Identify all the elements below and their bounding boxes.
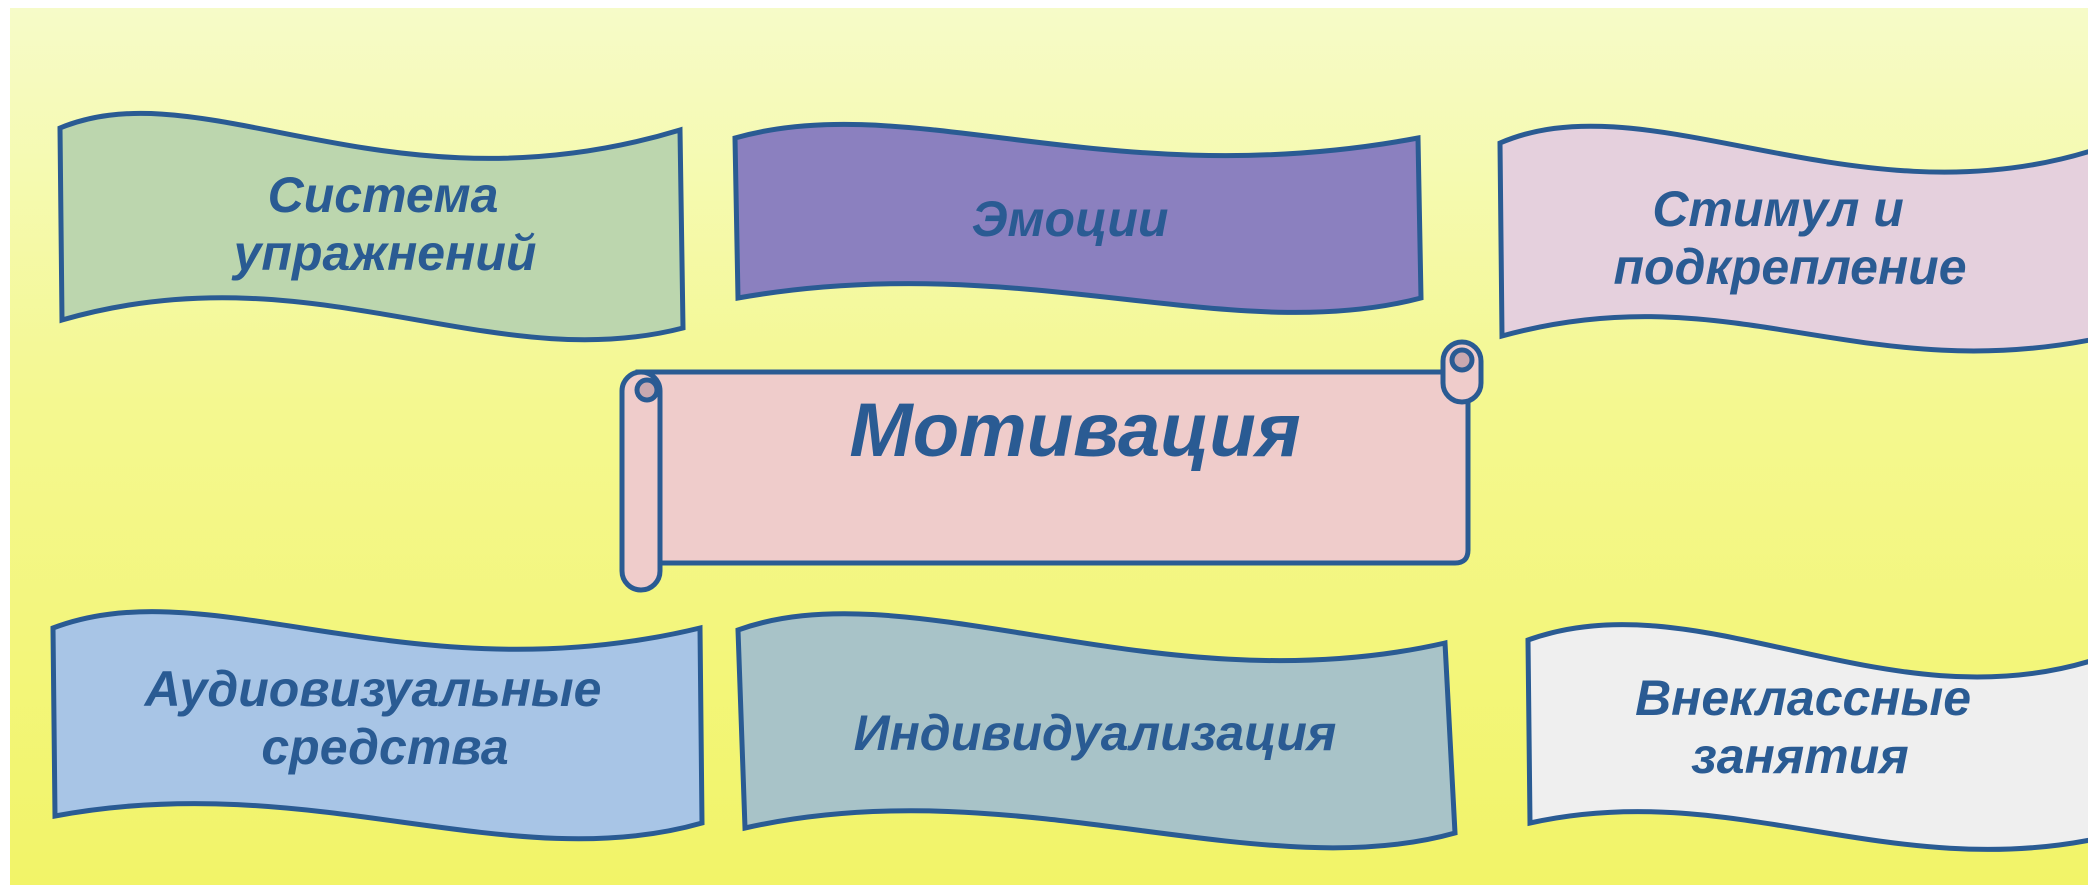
- center-scroll-left-curl: [637, 380, 657, 400]
- banner-audiovisual: [53, 612, 702, 839]
- motivation-diagram: [10, 8, 2088, 885]
- banner-exercise-system: [60, 113, 683, 339]
- center-scroll-label: Мотивация: [849, 388, 1301, 473]
- banner-stimulus-label: Стимул и подкрепление: [1613, 181, 1967, 295]
- center-scroll-left-roll: [622, 372, 660, 590]
- banner-emotions: [735, 124, 1421, 312]
- center-scroll-right-curl: [1452, 350, 1472, 370]
- banner-individualization-label: Индивидуализация: [853, 705, 1337, 761]
- banner-individualization: [738, 614, 1455, 848]
- center-scroll: [622, 342, 1481, 590]
- banner-extracurricular: [1528, 625, 2088, 850]
- banner-extracurricular-label: Внеклассные занятия: [1635, 670, 1972, 784]
- banner-stimulus: [1500, 126, 2088, 351]
- banner-exercise-system-label: Система упражнений: [233, 167, 537, 281]
- slide-canvas: [10, 8, 2088, 885]
- banner-audiovisual-label: Аудиовизуальные средства: [144, 661, 602, 775]
- banner-emotions-label: Эмоции: [971, 191, 1169, 247]
